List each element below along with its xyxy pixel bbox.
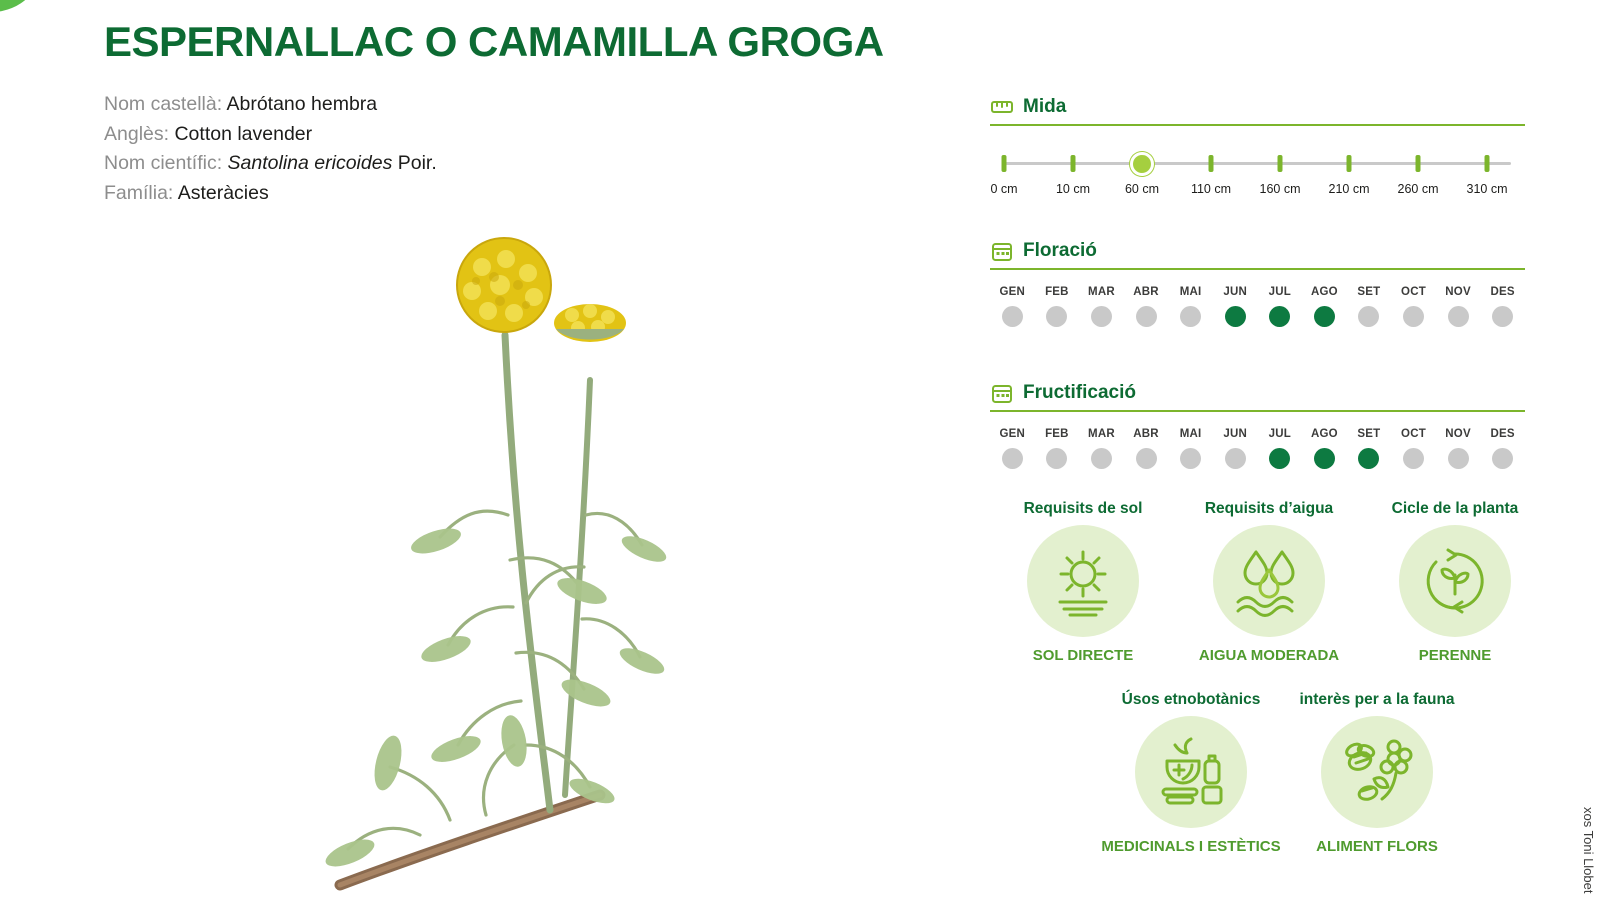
- month-dot: [1448, 448, 1469, 469]
- month-dot: [1136, 306, 1157, 327]
- month-cell: [990, 286, 1035, 327]
- month-dot: [1403, 306, 1424, 327]
- month-cell: [1347, 286, 1392, 327]
- ruler-icon: [990, 96, 1014, 118]
- flowering-header: [990, 240, 1525, 268]
- calendar-icon: [990, 240, 1014, 262]
- month-dot-active: [1314, 448, 1335, 469]
- water-drops-icon: [1230, 544, 1308, 618]
- flower-head-small: [554, 304, 626, 342]
- month-label: AGO: [1310, 428, 1338, 440]
- flower-head-large: [457, 238, 551, 332]
- month-label: GEN: [999, 286, 1026, 298]
- month-label: FEB: [1045, 428, 1069, 440]
- month-label: AGO: [1310, 286, 1338, 298]
- month-cell: [1035, 286, 1080, 327]
- size-label-6: 260 cm: [1397, 182, 1439, 196]
- size-label-7: 310 cm: [1466, 182, 1508, 196]
- requirement-icon-circle: [1213, 525, 1325, 637]
- month-label: GEN: [999, 428, 1026, 440]
- month-cell: [1302, 286, 1347, 327]
- month-dot: [1002, 448, 1023, 469]
- month-cell: [1436, 428, 1481, 469]
- month-cell: [990, 428, 1035, 469]
- size-label-0: 0 cm: [990, 182, 1018, 196]
- size-section: [990, 96, 1525, 196]
- requirement-caption: Úsos etnobotànics: [1121, 691, 1261, 708]
- sun-icon: [1046, 544, 1120, 618]
- name-row-familia: [104, 179, 437, 209]
- month-label: NOV: [1445, 286, 1471, 298]
- value-angles: Cotton lavender: [174, 122, 313, 145]
- month-cell: [1168, 286, 1213, 327]
- month-cell: [1168, 428, 1213, 469]
- month-cell: [1124, 286, 1169, 327]
- size-label-1: 10 cm: [1055, 182, 1091, 196]
- requirement-value: ALIMENT FLORS: [1316, 838, 1438, 855]
- month-label: ABR: [1133, 428, 1159, 440]
- month-label: FEB: [1045, 286, 1069, 298]
- fruiting-rule: [990, 410, 1525, 412]
- name-row-castella: [104, 90, 437, 120]
- requirement-cycle: [1362, 500, 1548, 665]
- requirement-value: PERENNE: [1418, 647, 1492, 664]
- name-row-angles: [104, 120, 437, 150]
- month-dot-active: [1269, 306, 1290, 327]
- page-title: ESPERNALLAC O CAMAMILLA GROGA: [104, 18, 884, 65]
- requirements-section: [990, 500, 1550, 856]
- month-dot: [1180, 448, 1201, 469]
- flowering-rule: [990, 268, 1525, 270]
- requirement-ethnobotanic: [1098, 691, 1284, 856]
- month-dot: [1448, 306, 1469, 327]
- size-knob[interactable]: [1130, 152, 1154, 176]
- month-label: DES: [1490, 428, 1515, 440]
- name-list: [104, 90, 437, 208]
- photo-credit: xos Toni Llobet: [1581, 806, 1596, 893]
- month-dot-active: [1269, 448, 1290, 469]
- month-dot: [1091, 448, 1112, 469]
- mortar-pestle-icon: [1153, 735, 1229, 809]
- value-nom-cientific-author: Poir.: [397, 152, 437, 174]
- month-label: OCT: [1401, 428, 1426, 440]
- month-dot-active: [1358, 448, 1379, 469]
- month-dot: [1492, 448, 1513, 469]
- requirement-icon-circle: [1027, 525, 1139, 637]
- month-cell: [1079, 286, 1124, 327]
- requirement-value: MEDICINALS I ESTÈTICS: [1101, 838, 1281, 855]
- fruiting-header: [990, 382, 1525, 410]
- month-dot: [1046, 448, 1067, 469]
- month-label: NOV: [1445, 428, 1471, 440]
- info-panel: [990, 0, 1550, 901]
- month-label: MAI: [1179, 286, 1202, 298]
- month-cell: [1213, 286, 1258, 327]
- month-label: JUL: [1268, 286, 1291, 298]
- size-rule: [990, 124, 1525, 126]
- month-dot: [1002, 306, 1023, 327]
- value-familia: Asteràcies: [177, 181, 269, 204]
- requirements-row-2: [990, 691, 1550, 856]
- month-dot: [1180, 306, 1201, 327]
- requirement-fauna: [1284, 691, 1470, 856]
- requirement-icon-circle: [1135, 716, 1247, 828]
- requirement-value: SOL DIRECTE: [1032, 647, 1134, 664]
- month-label: DES: [1490, 286, 1515, 298]
- flowering-months: [990, 286, 1525, 327]
- logo: [0, 0, 52, 20]
- fruiting-title: Fructificació: [1023, 382, 1136, 403]
- requirement-icon-circle: [1321, 716, 1433, 828]
- life-cycle-icon: [1418, 544, 1492, 618]
- month-cell: [1035, 428, 1080, 469]
- month-dot: [1046, 306, 1067, 327]
- plant-illustration: [300, 215, 720, 905]
- month-cell: [1257, 428, 1302, 469]
- flowering-section: [990, 240, 1525, 327]
- label-nom-castella: Nom castellà:: [104, 93, 223, 115]
- requirement-caption: Cicle de la planta: [1391, 500, 1519, 517]
- month-label: SET: [1357, 428, 1381, 440]
- requirement-caption: Requisits d’aigua: [1204, 500, 1334, 517]
- label-familia: Família:: [104, 181, 174, 204]
- month-dot: [1403, 448, 1424, 469]
- requirement-caption: interès per a la fauna: [1299, 691, 1455, 708]
- month-dot: [1225, 448, 1246, 469]
- month-cell: [1436, 286, 1481, 327]
- month-cell: [1302, 428, 1347, 469]
- month-dot: [1091, 306, 1112, 327]
- month-cell: [1391, 428, 1436, 469]
- month-dot: [1136, 448, 1157, 469]
- month-label: JUN: [1223, 286, 1247, 298]
- value-nom-cientific: Santolina ericoides: [227, 152, 393, 174]
- calendar-icon: [990, 382, 1014, 404]
- size-header: [990, 96, 1525, 124]
- size-title: Mida: [1023, 96, 1067, 117]
- fruiting-months: [990, 428, 1525, 469]
- month-cell: [1480, 428, 1525, 469]
- month-cell: [1257, 286, 1302, 327]
- month-cell: [1347, 428, 1392, 469]
- month-label: JUL: [1268, 428, 1291, 440]
- size-label-2: 60 cm: [1124, 182, 1160, 196]
- flowering-title: Floració: [1023, 240, 1097, 261]
- size-label-4: 160 cm: [1259, 182, 1301, 196]
- month-label: ABR: [1133, 286, 1159, 298]
- name-row-cientific: [104, 149, 437, 179]
- requirement-soil: [990, 500, 1176, 665]
- requirements-row-1: [990, 500, 1550, 665]
- requirement-icon-circle: [1399, 525, 1511, 637]
- month-label: OCT: [1401, 286, 1426, 298]
- month-dot-active: [1314, 306, 1335, 327]
- requirement-value: AIGUA MODERADA: [1198, 647, 1340, 664]
- size-label-3: 110 cm: [1190, 182, 1232, 196]
- month-label: MAR: [1088, 428, 1115, 440]
- month-cell: [1480, 286, 1525, 327]
- size-ruler[interactable]: [990, 144, 1525, 196]
- fruiting-section: [990, 382, 1525, 469]
- month-cell: [1213, 428, 1258, 469]
- month-dot: [1492, 306, 1513, 327]
- month-dot-active: [1225, 306, 1246, 327]
- size-label-5: 210 cm: [1328, 182, 1370, 196]
- month-cell: [1391, 286, 1436, 327]
- value-nom-castella: Abrótano hembra: [226, 93, 378, 115]
- month-label: SET: [1357, 286, 1381, 298]
- month-label: MAI: [1179, 428, 1202, 440]
- month-dot: [1358, 306, 1379, 327]
- bee-flower-icon: [1338, 735, 1416, 809]
- label-angles: Anglès:: [104, 122, 170, 145]
- month-cell: [1124, 428, 1169, 469]
- month-label: JUN: [1223, 428, 1247, 440]
- month-label: MAR: [1088, 286, 1115, 298]
- label-nom-cientific: Nom científic:: [104, 152, 223, 174]
- requirement-water: [1176, 500, 1362, 665]
- month-cell: [1079, 428, 1124, 469]
- requirement-caption: Requisits de sol: [1023, 500, 1143, 517]
